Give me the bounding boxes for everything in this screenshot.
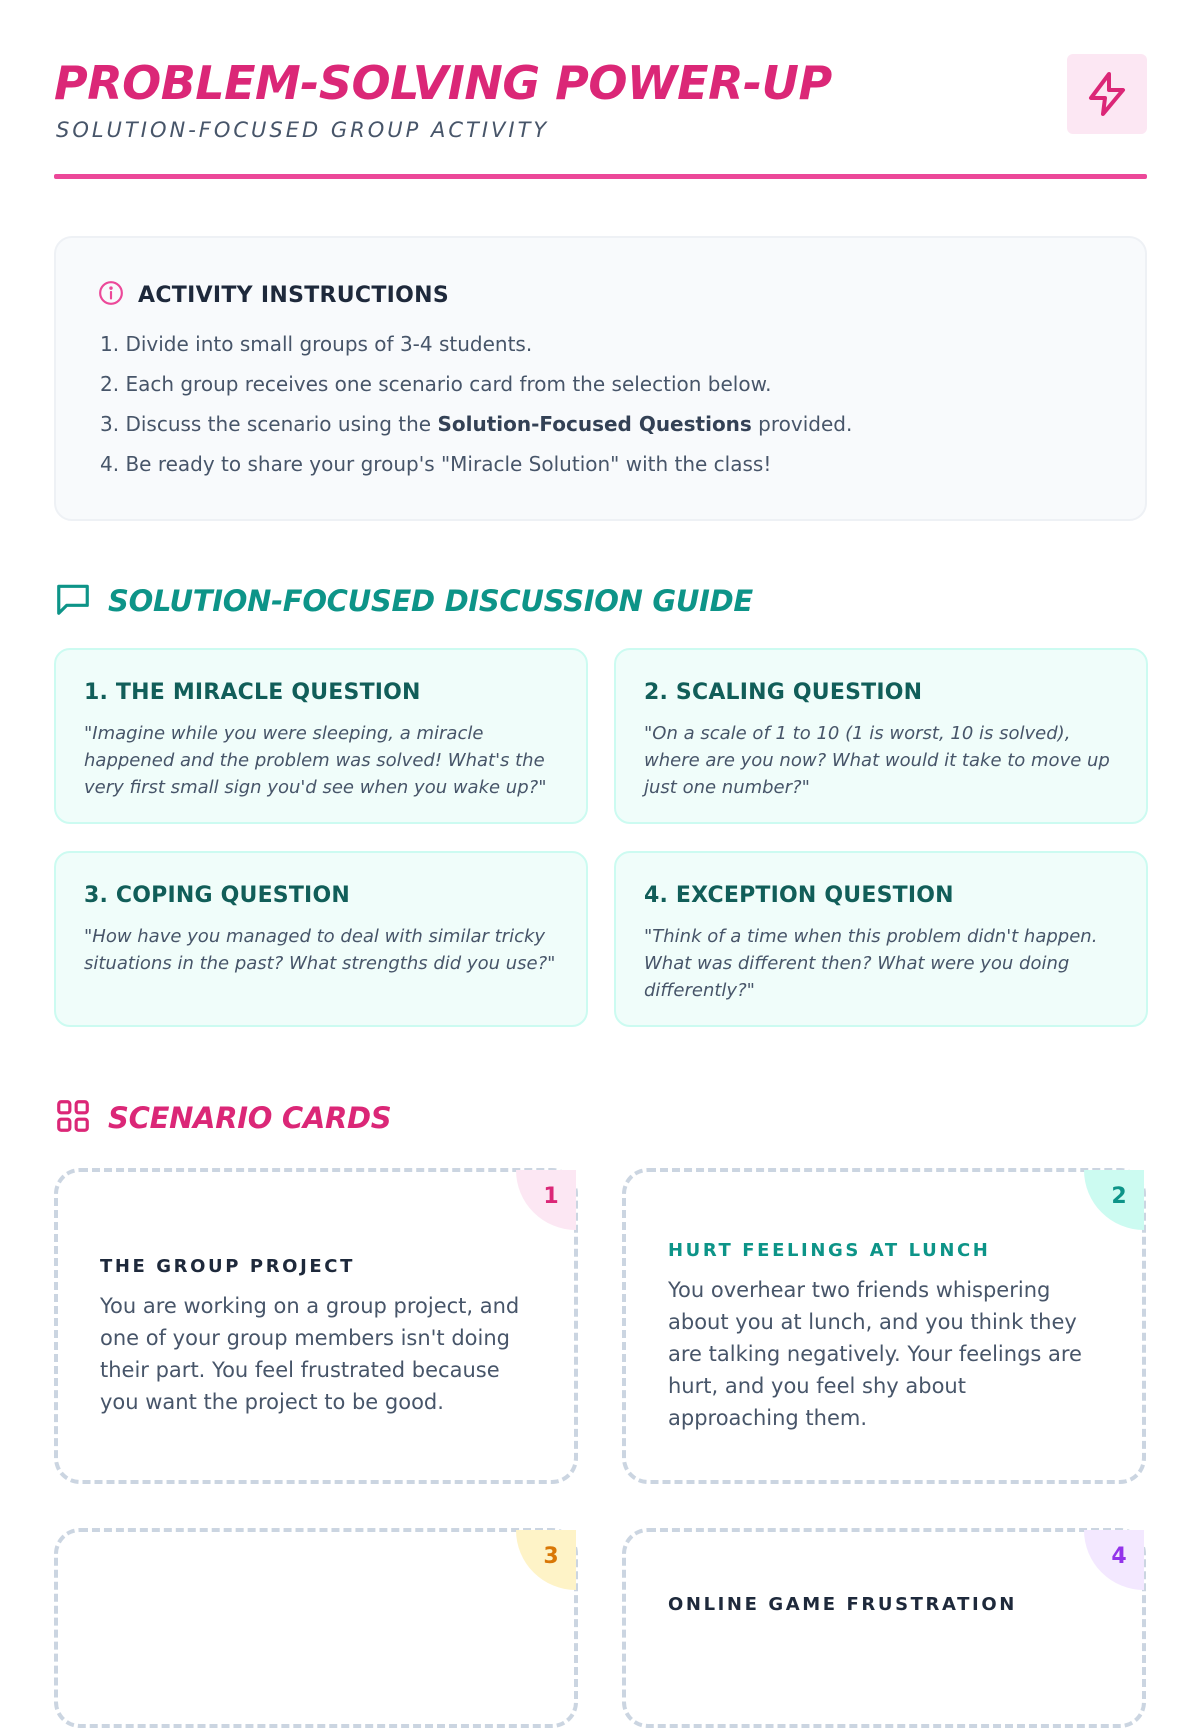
question-title: 3. COPING QUESTION	[84, 883, 350, 908]
question-card	[614, 648, 1148, 824]
header-divider	[54, 174, 1147, 179]
instruction-emphasis: Solution-Focused Questions	[437, 412, 752, 436]
scenario-card[interactable]	[622, 1168, 1146, 1484]
question-title: 4. EXCEPTION QUESTION	[644, 883, 954, 908]
discussion-guide-title: SOLUTION-FOCUSED DISCUSSION GUIDE	[108, 584, 753, 618]
instruction-text: 3. Discuss the scenario using the	[100, 412, 438, 436]
instructions-header	[98, 280, 449, 310]
scenario-title: ONLINE GAME FRUSTRATION	[668, 1594, 1017, 1615]
instruction-item	[100, 404, 1100, 444]
page-header	[54, 54, 1147, 180]
instruction-item: 4. Be ready to share your group's "Miracle Solution" with the class!	[100, 452, 772, 476]
scenario-cards-header	[54, 1097, 391, 1139]
scenario-cards-title: SCENARIO CARDS	[108, 1101, 392, 1135]
question-text: "How have you managed to deal with similar tricky situations in the past? What strengths did you use?"	[84, 926, 556, 974]
card-number-badge: 3	[516, 1530, 576, 1590]
question-text: "On a scale of 1 to 10 (1 is worst, 10 is solved), where are you now? What would it take to move up just one number?"	[644, 723, 1110, 798]
question-card	[54, 851, 588, 1027]
scenario-card[interactable]	[54, 1168, 578, 1484]
card-number-badge: 4	[1084, 1530, 1144, 1590]
speech-bubble-icon	[54, 580, 92, 622]
scenario-card[interactable]	[54, 1528, 578, 1728]
info-circle-icon	[98, 280, 124, 310]
grid-icon	[54, 1097, 92, 1139]
scenario-title: HURT FEELINGS AT LUNCH	[668, 1240, 991, 1261]
instruction-text: provided.	[751, 412, 853, 436]
question-text: "Imagine while you were sleeping, a miracle happened and the problem was solved! What's the very first small sign you'd see when you wake up?"	[84, 723, 547, 798]
lightning-bolt-icon	[1067, 54, 1147, 134]
page-title: PROBLEM-SOLVING POWER-UP	[54, 56, 832, 110]
instruction-item: 1. Divide into small groups of 3-4 students.	[100, 332, 533, 356]
scenario-body: You are working on a group project, and one of your group members isn't doing their part. You feel frustrated because you want the project to be good.	[100, 1294, 520, 1414]
question-card	[54, 648, 588, 824]
scenario-body: You overhear two friends whispering about you at lunch, and you think they are talking negatively. Your feelings are hurt, and you feel shy about approaching them.	[668, 1278, 1082, 1430]
instructions-list	[100, 324, 1100, 484]
page-subtitle: SOLUTION-FOCUSED GROUP ACTIVITY	[56, 118, 550, 142]
card-number-badge: 1	[516, 1170, 576, 1230]
question-text: "Think of a time when this problem didn't happen. What was different then? What were you doing differently?"	[644, 926, 1098, 1001]
discussion-guide-header	[54, 580, 753, 622]
card-number-badge: 2	[1084, 1170, 1144, 1230]
question-title: 1. THE MIRACLE QUESTION	[84, 680, 421, 705]
instruction-item: 2. Each group receives one scenario card from the selection below.	[100, 372, 772, 396]
question-title: 2. SCALING QUESTION	[644, 680, 923, 705]
instructions-title: ACTIVITY INSTRUCTIONS	[138, 282, 450, 308]
instructions-panel	[54, 236, 1147, 521]
scenario-card[interactable]	[622, 1528, 1146, 1728]
scenario-title: THE GROUP PROJECT	[100, 1256, 355, 1277]
question-card	[614, 851, 1148, 1027]
